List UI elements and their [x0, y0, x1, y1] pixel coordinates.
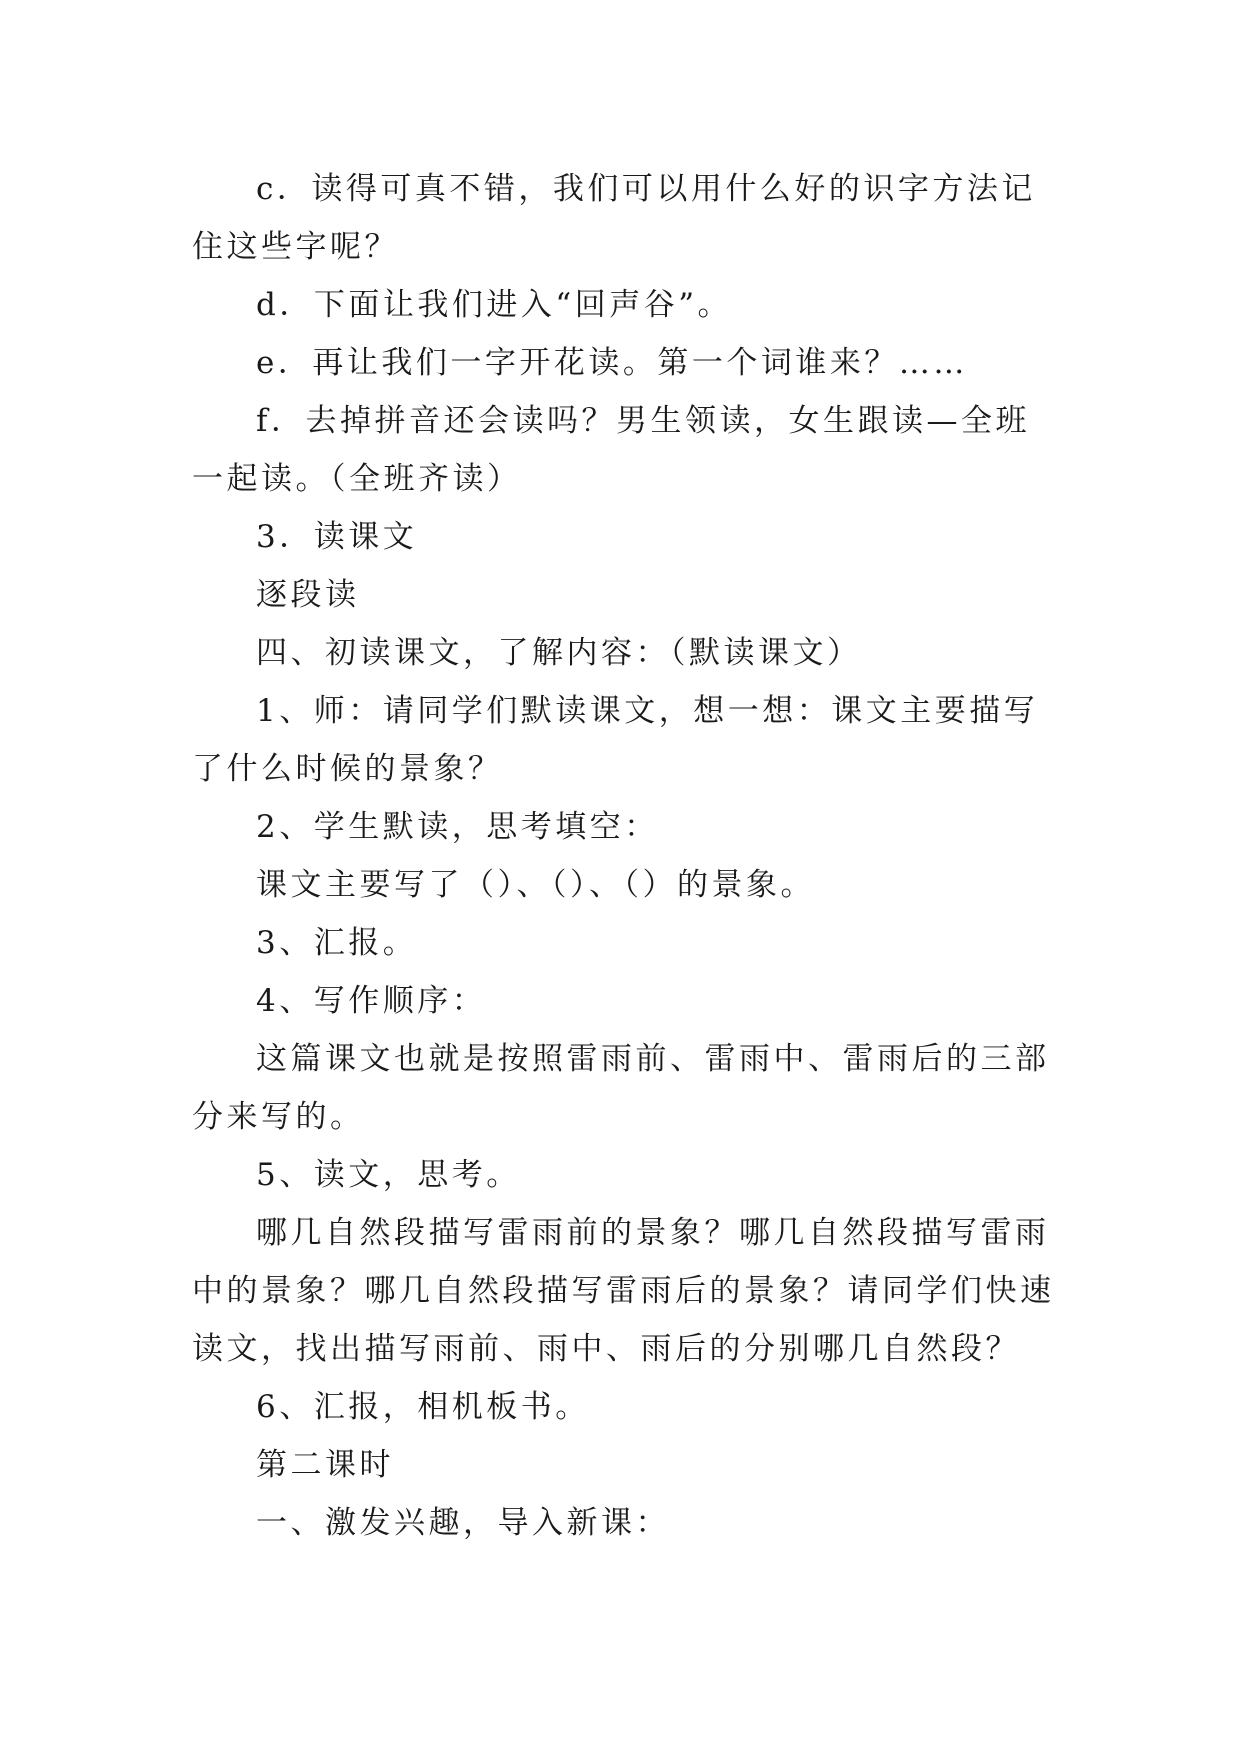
paragraph-e-word-blossom: e．再让我们一字开花读。第一个词谁来？……: [256, 345, 968, 381]
paragraph-c-reading-method: c．读得可真不错，我们可以用什么好的识字方法记住这些字呢？: [192, 171, 1036, 265]
paragraph-three-parts: 这篇课文也就是按照雷雨前、雷雨中、雷雨后的三部分来写的。: [192, 1041, 1050, 1135]
document-body: [192, 160, 1062, 1552]
paragraph-read-think: 5、读文，思考。: [256, 1157, 521, 1193]
paragraph-which-sections: 哪几自然段描写雷雨前的景象？哪几自然段描写雷雨中的景象？哪几自然段描写雷雨后的景象？请同学们快速读文，找出描写雨前、雨中、雨后的分别哪几自然段？: [192, 1215, 1055, 1367]
paragraph-read-text-heading: 3．读课文: [256, 519, 418, 555]
paragraph-f-no-pinyin: f．去掉拼音还会读吗？男生领读，女生跟读—全班一起读。（全班齐读）: [192, 403, 1030, 497]
paragraph-d-echo-valley: d．下面让我们进入“回声谷”。: [256, 287, 733, 323]
paragraph-writing-order: 4、写作顺序：: [256, 983, 487, 1019]
section-heading-second-lesson: 第二课时: [256, 1447, 394, 1483]
paragraph-students-fill-blank: 2、学生默读，思考填空：: [256, 809, 659, 845]
section-heading-introduce-lesson: 一、激发兴趣，导入新课：: [256, 1505, 670, 1541]
paragraph-report-blackboard: 6、汇报，相机板书。: [256, 1389, 590, 1425]
paragraph-fill-blank-sentence: 课文主要写了（）、（）、（）的景象。: [256, 867, 815, 903]
section-heading-first-reading: 四、初读课文，了解内容：（默读课文）: [256, 635, 862, 671]
paragraph-read-by-section: 逐段读: [256, 577, 360, 613]
paragraph-report: 3、汇报。: [256, 925, 418, 961]
paragraph-teacher-question: 1、师：请同学们默读课文，想一想：课文主要描写了什么时候的景象？: [192, 693, 1039, 787]
